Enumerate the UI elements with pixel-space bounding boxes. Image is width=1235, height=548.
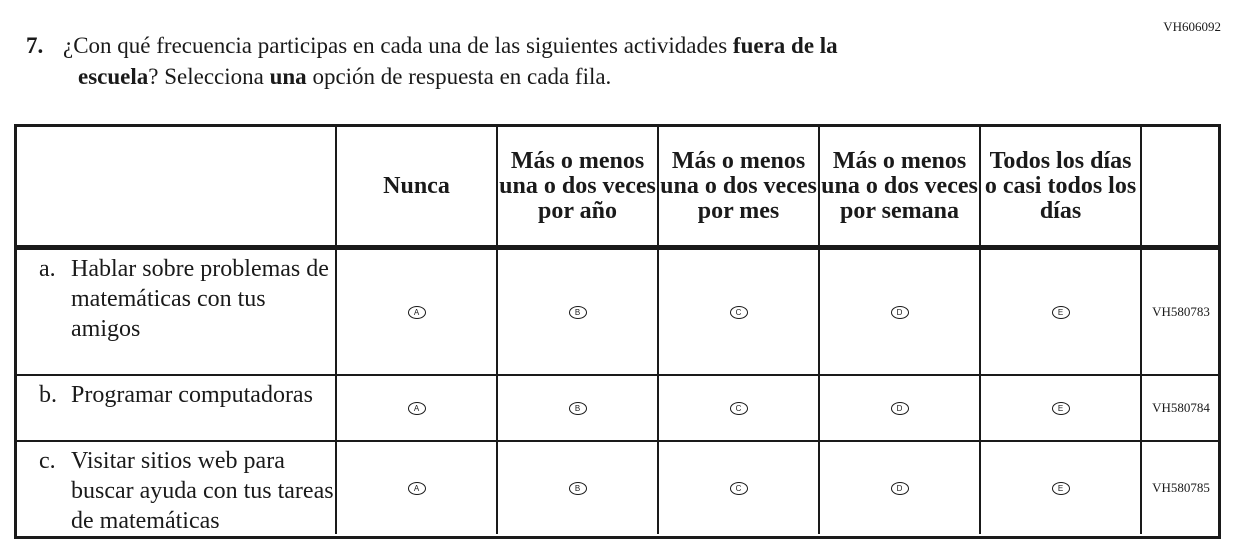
row-label-b: b. Programar computadoras	[17, 376, 337, 442]
option-cell	[820, 442, 981, 534]
option-bubble-c-A[interactable]: A	[408, 482, 426, 495]
option-bubble-b-E[interactable]: E	[1052, 402, 1070, 415]
option-bubble-a-D[interactable]: D	[891, 306, 909, 319]
option-bubble-b-A[interactable]: A	[408, 402, 426, 415]
option-cell	[659, 250, 820, 376]
document-id: VH606092	[1163, 19, 1221, 34]
item-id-c: VH580785	[1152, 480, 1210, 495]
row-label-c: c. Visitar sitios web para buscar ayuda con tus tareas de matemáticas	[17, 442, 337, 534]
option-cell	[337, 250, 498, 376]
option-bubble-b-B[interactable]: B	[569, 402, 587, 415]
response-table	[14, 124, 1221, 539]
option-cell	[981, 250, 1142, 376]
option-bubble-b-C[interactable]: C	[730, 402, 748, 415]
option-bubble-c-E[interactable]: E	[1052, 482, 1070, 495]
option-cell	[659, 376, 820, 442]
question-line-1: ¿Con qué frecuencia participas en cada una de las siguientes actividades fuera de la	[63, 33, 838, 58]
option-cell	[820, 250, 981, 376]
option-bubble-a-A[interactable]: A	[408, 306, 426, 319]
option-cell	[820, 376, 981, 442]
option-bubble-c-C[interactable]: C	[730, 482, 748, 495]
column-header-year: Más o menos una o dos veces por año	[498, 127, 659, 250]
option-bubble-a-B[interactable]: B	[569, 306, 587, 319]
item-id-cell	[1142, 250, 1220, 376]
row-label-a: a. Hablar sobre problemas de matemáticas con tus amigos	[17, 250, 337, 376]
option-cell	[498, 376, 659, 442]
question	[26, 30, 1126, 92]
option-bubble-c-B[interactable]: B	[569, 482, 587, 495]
item-id-cell	[1142, 442, 1220, 534]
question-number: 7.	[26, 33, 44, 58]
column-header-week: Más o menos una o dos veces por semana	[820, 127, 981, 250]
option-cell	[337, 376, 498, 442]
header-empty-cell	[17, 127, 337, 250]
question-line-2: escuela? Selecciona una opción de respuesta en cada fila.	[78, 64, 612, 89]
option-bubble-a-C[interactable]: C	[730, 306, 748, 319]
option-cell	[498, 250, 659, 376]
item-id-cell	[1142, 376, 1220, 442]
option-cell	[981, 376, 1142, 442]
header-id-cell	[1142, 127, 1220, 250]
column-header-month: Más o menos una o dos veces por mes	[659, 127, 820, 250]
option-bubble-b-D[interactable]: D	[891, 402, 909, 415]
option-cell	[981, 442, 1142, 534]
column-header-nunca: Nunca	[337, 127, 498, 250]
option-cell	[337, 442, 498, 534]
option-cell	[659, 442, 820, 534]
column-header-daily: Todos los días o casi todos los días	[981, 127, 1142, 250]
option-cell	[498, 442, 659, 534]
item-id-a: VH580783	[1152, 304, 1210, 319]
item-id-b: VH580784	[1152, 400, 1210, 415]
option-bubble-a-E[interactable]: E	[1052, 306, 1070, 319]
option-bubble-c-D[interactable]: D	[891, 482, 909, 495]
